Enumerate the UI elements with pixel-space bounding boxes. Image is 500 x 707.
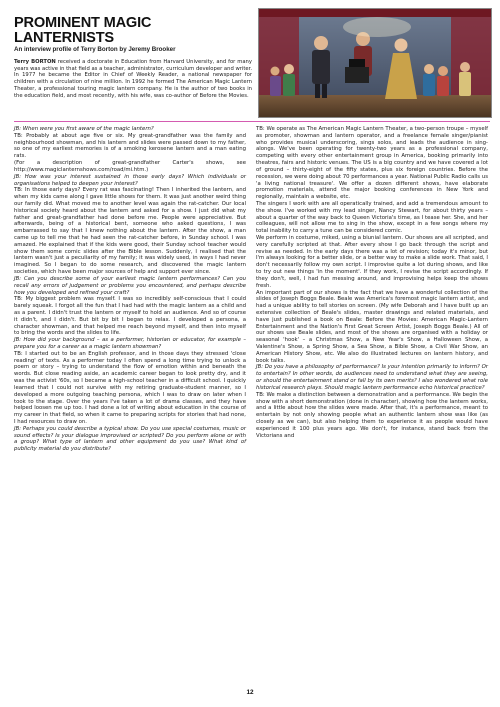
answer-paragraph: (For a description of great-grandfather Carter's shows, see http://www.magiclanternshows.com/road/mi.htm.) <box>14 160 246 173</box>
question-paragraph: JB: Perhaps you could describe a typical show. Do you use special costumes, music or sound effects? Is your dialogue improvised or scripted? Do you perform alone or with a group? What type of lantern and other equipment do you use? What kind of publicity material do you distribute? <box>14 425 246 453</box>
question-paragraph: JB: Can you describe some of your earliest magic lantern performances? Can you recall any errors of judgement or problems you encountered, and perhaps describe how you developed and refined your craft? <box>14 275 246 296</box>
answer-paragraph: TB: I started out to be an English professor, and in those days they stressed 'close reading' of texts. As a performer today I often spend a long time trying to unlock a poem or story – trying to understand the flow of emotion within and beneath the words. But close reading aside, an academic career began to look pretty dry, and it was the activist '60s, so I became a high-school teacher in a difficult school. I quickly learned that I could not survive with my retiring graduate-student manner, so I developed a more outgoing teaching persona, which I was to draw on later when I took to the stage. Over the years I've taken a lot of drama classes, and they have helped loosen me up too. I had done a lot of writing about education in the course of my career in that field, so when it came to preparing scripts for stories that had none, I had resources to draw on. <box>14 350 246 425</box>
intro-text: received a doctorate in Education from Harvard University, and for many years was active in that field as a teacher, administrator, curriculum developer and writer. In 1977 he became the Editor in Chief of Weekly Reader, a national newspaper for children with a circulation of nine million. In 1992 he formed The American Magic Lantern Theater, a professional touring magic lantern company. He is the author of two books in the education field, and most recently, with his wife, was co-author of Before the Movies. <box>14 59 252 99</box>
answer-paragraph: TB: In those early days? Every rat was fascinating! Then I inherited the lantern, and when my kids came along I gave little shows for them. It was just another weird thing our family did. What moved me to another level was again the rat-catcher. Our local historical society heard about the lantern and asked for a show. I just did what my father and great-grandfather had done before me. People were appreciative. But afterwards, being of a historical bent, someone who asked questions, I was embarrassed to say that I knew nothing about the lantern. After the show, a man came up to tell me that he had seen the rat-catcher before, in Sunday school. I was amazed. He explained that if the kids were good, their Sunday school teacher would show them some comic slides after the Bible lesson. Suddenly, I realised that the lantern wasn't just a peculiarity of my family; it was widely used, in ways I had never imagined. So I began to do some research, and discovered the magic lantern societies, which have been major sources of help and support ever since. <box>14 187 246 276</box>
intro-name: Terry BORTON <box>14 59 56 65</box>
stage-photo <box>258 8 492 118</box>
article-subtitle: An interview profile of Terry Borton by Jeremy Brooker <box>14 46 176 53</box>
page-number: 12 <box>246 689 254 696</box>
question-paragraph: JB: Do you have a philosophy of performance? Is your intention primarily to inform? Or to entertain? In other words, do audiences need to understand what they are seeing, or should the entertainment stand or fall by its own merits? I also wondered what role historical research plays. Should magic lantern performance echo historical practice? <box>256 364 488 391</box>
question-paragraph: JB: When were you first aware of the magic lantern? <box>14 126 154 132</box>
answer-paragraph: TB: My biggest problem was myself. I was so incredibly self-conscious that I could barely squeak. I forgot all the fun that I had had with the magic lantern as a child and as a parent. I didn't trust the lantern or myself to hold an audience. And so of course it didn't, and I didn't. But bit by bit I began to relax. I developed a persona, a character showman, and that helped me reach beyond myself, and then into myself to bring the words and the slides to life. <box>14 296 246 337</box>
question-paragraph: JB: How did your background – as a performer, historian or educator, for example – prepare you for a career as a magic lantern showman? <box>14 337 246 350</box>
answer-paragraph: TB: We make a distinction between a demonstration and a performance. We begin the show with a short demonstration (done in character), showing how the lantern works, and a little about how the slides were made. After that, it's a performance, meant to entertain by not only showing people what an authentic lantern show was like (as closely as we can), but also helping them to experience it as people would have experienced it 100 plus years ago. We don't, for instance, stand back from the Victorians and <box>256 391 488 439</box>
answer-paragraph: The singers I work with are all operatically trained, and add a tremendous amount to the show. I've worked with my lead singer, Nancy Stewart, for about thirty years – about a quarter of the way back to Queen Victoria's time, as I tease her. She, and her colleagues, will not allow me to sing in the show, except in a few songs where my total inability to carry a tune can be considered comic. <box>256 200 488 235</box>
header-rule <box>14 121 490 122</box>
author-intro <box>14 59 252 99</box>
answer-paragraph: An important part of our shows is the fact that we have a wonderful collection of the slides of Joseph Boggs Beale. Beale was America's foremost magic lantern artist, and had a unique ability to tell stories on screen. (My wife Deborah and I have built up an extensive collection of Beale's slides, master drawings and related materials, and have just published a book on Beale: Before the Movies: American Magic-Lantern Entertainment and the Nation's First Great Screen Artist, Joseph Boggs Beale.) All of our shows use Beale slides, and most of the shows are organised with a holiday or seasonal 'hook' – a Christmas Show, a New Year's Show, a Halloween Show, a Valentine's Show, a Spring Show, a Sea Show, a Bible Show, a Civil War Show, an American History Show, etc. We also do illustrated lectures on lantern history, and book talks. <box>256 289 488 364</box>
article-header <box>14 16 252 99</box>
left-column <box>14 126 246 453</box>
article-title: PROMINENT MAGIC LANTERNISTS <box>14 15 152 46</box>
question-paragraph: JB: How was your interest sustained in those early days? Which individuals or organisations helped to deepen your interest? <box>14 173 246 187</box>
stage-photo-image <box>259 9 491 117</box>
answer-paragraph: TB: Probably at about age five or six. My great-grandfather was the family and neighbourhood showman, and his lantern and slides were passed down to my father, so one of my earliest memories is of a smoking kerosene lantern and a man eating rats. <box>14 132 246 160</box>
right-column <box>256 126 488 439</box>
answer-paragraph: TB: We operate as The American Magic Lantern Theater, a two-person troupe – myself as promoter, showman and lantern operator, and a freelance female singer/pianist who provides musical underscoring, sings solos, and leads the audience in sing-alongs. We've been operating for twenty-two years as a professional company, competing with every other entertainment group in America, booking primarily into theatres, fairs and historic venues. The US is a big country and we have covered a lot of ground – thirty-eight of the fifty states, plus six foreign countries. Before the recession, we were doing about 70 performances a year. National Public Radio calls us 'a living national treasure'. We offer a dozen different shows, have elaborate promotion materials, attend the major booking conferences in New York and regionally, maintain a website, etc. <box>256 126 488 201</box>
answer-paragraph: We perform in costume, miked, using a biunial lantern. Our shows are all scripted, and very carefully scripted at that. After every show I go back through the script and revise as needed. In the early days there was a lot of revision; today it's minor, but I'm always looking for a better slide, or a better way to make a slide work. That said, I don't necessarily follow my own script. I improvise quite a lot during shows, and like to try out new things 'in the moment'. If they work, I revise the script accordingly. If they don't, well, I had fun messing around, and improvising helps keep the shows fresh. <box>256 235 488 289</box>
